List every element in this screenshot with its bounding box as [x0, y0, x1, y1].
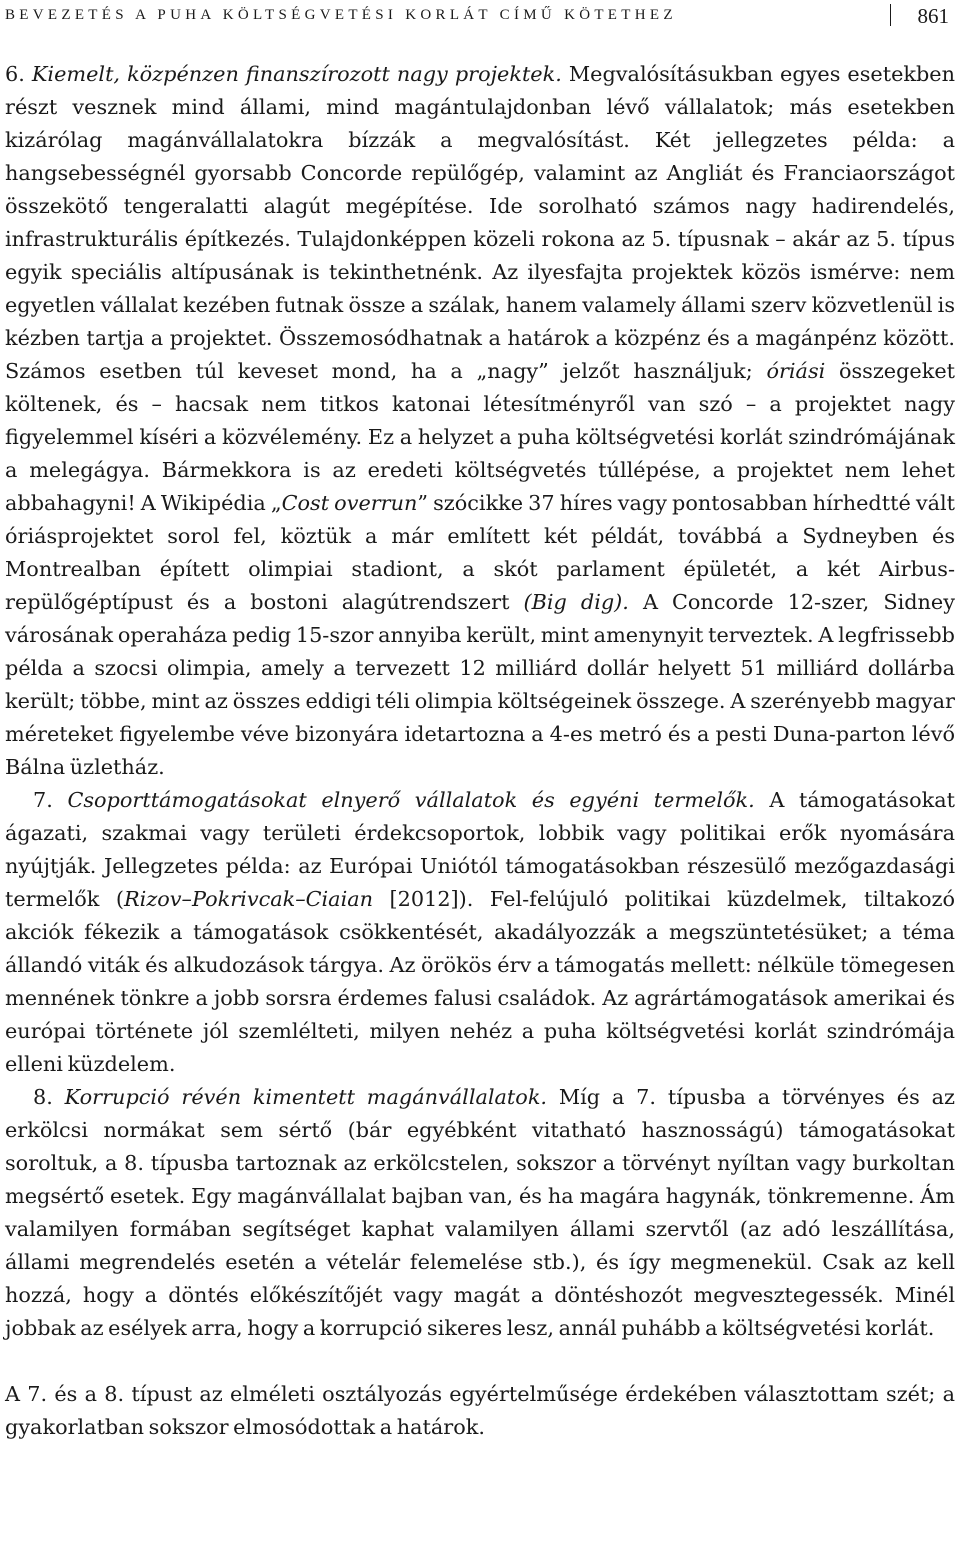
emphasized-term: (Big dig). — [523, 590, 629, 614]
running-head — [5, 4, 955, 30]
paragraph-text: Míg a 7. típusba a törvényes és az erkölcsi normákat sem sértő (bár egyébként vitatható hasznosságú) támogatásokat soroltuk, a 8. típusba tartoznak az erkölcstelen, sokszor a törvényt nyíltan vagy burkoltan megsértő esetek. Egy magánvállalat bajban van, és ha magára hagynák, tönkremenne. Ám valamilyen formában segítséget kaphat valamilyen állami szervtől (az adó leszállítása, állami megrendelés esetén a vételár felemelése stb.), és így megmenekül. Csak az kell hozzá, hogy a döntés előkészítőjét vagy magát a döntéshozót megvesztegessék. Minél jobbak az esélyek arra, hogy a korrupció sikeres lesz, annál puhább a költségvetési korlát. — [5, 1085, 955, 1340]
header-divider — [890, 4, 891, 26]
item-number: 8. — [33, 1085, 53, 1109]
item-heading: Kiemelt, közpénzen finanszírozott nagy projektek. — [31, 62, 562, 86]
item-number: 7. — [33, 788, 53, 812]
paragraph-type-8 — [5, 1081, 955, 1345]
paragraph-text: összegeket költenek, és – hacsak nem titkos katonai létesítményről van szó – a projektet nagy figyelemmel kíséri a közvélemény. Ez a helyzet a puha költségvetési korlát szindrómájának a melegágya. Bármekkora is az eredeti költségvetés túllépése, a projektet nem lehet abbahagyni! A Wikipédia „ — [5, 359, 955, 515]
item-number: 6. — [5, 62, 25, 86]
item-heading: Korrupció révén kimentett magánvállalatok. — [64, 1085, 548, 1109]
running-title: BEVEZETÉS A PUHA KÖLTSÉGVETÉSI KORLÁT CÍMŰ KÖTETHEZ — [5, 7, 677, 23]
paragraph-text: A támogatásokat ágazati, szakmai vagy területi érdekcsoportok, lobbik vagy politikai erők nyomására nyújtják. Jellegzetes példa: az Európai Uniótól támogatásokban részesülő mezőgazdasági termelők ( — [5, 788, 955, 911]
paragraph-text: [2012]). Fel-felújuló politikai küzdelmek, tiltakozó akciók fékezik a támogatások csökkentését, akadályozzák a megszüntetésüket; a téma állandó viták és alkudozások tárgya. Az örökös érv a támogatás mellett: nélküle tömegesen mennének tönkre a jobb sorsra érdemes falusi családok. Az agrártámogatások amerikai és európai története jól szemlélteti, milyen nehéz a puha költségvetési korlát szindrómája elleni küzdelem. — [5, 887, 955, 1076]
item-heading: Csoporttámogatásokat elnyerő vállalatok és egyéni termelők. — [67, 788, 755, 812]
body-text — [5, 58, 955, 1444]
cited-authors: Rizov–Pokrivcak–Ciaian — [124, 887, 374, 911]
paragraph-type-6 — [5, 58, 955, 784]
paragraph-type-7 — [5, 784, 955, 1081]
page-number: 861 — [917, 4, 949, 28]
emphasized-word: óriási — [766, 359, 826, 383]
cited-article-title: Cost overrun — [281, 491, 418, 515]
closing-paragraph: A 7. és a 8. típust az elméleti osztályozás egyértelműsége érdekében választottam szét; a gyakorlatban sokszor elmosódottak a határok. — [5, 1382, 955, 1439]
paragraph-text: ” szócikke 37 híres vagy pontosabban hírhedtté vált óriásprojektet sorol fel, köztük a már említett két példát, továbbá a Sydneyben és Montrealban épített olimpiai stadiont, a skót parlament épületét, a két Airbus-repülőgéptípust és a bostoni alagútrendszert — [5, 491, 955, 614]
paragraph-text: A Concorde 12-szer, Sidney városának operaháza pedig 15-szor annyiba került, mint amenynyit terveztek. A legfrissebb példa a szocsi olimpia, amely a tervezett 12 milliárd dollár helyett 51 milliárd dollárba került; többe, mint az összes eddigi téli olimpia költségeinek összege. A szerényebb magyar méreteket figyelembe véve bizonyára idetartozna a 4-es metró és a pesti Duna-parton lévő Bálna üzletház. — [5, 590, 955, 779]
paragraph-text: Megvalósításukban egyes esetekben részt vesznek mind állami, mind magántulajdonban lévő vállalatok; más esetekben kizárólag magánvállalatokra bízzák a megvalósítást. Két jellegzetes példa: a hangsebességnél gyorsabb Concorde repülőgép, valamint az Angliát és Franciaországot összekötő tengeralatti alagút megépítése. Ide sorolható számos nagy hadirendelés, infrastrukturális építkezés. Tulajdonképpen közeli rokona az 5. típusnak – akár az 5. típus egyik speciális altípusának is tekinthetnénk. Az ilyesfajta projektek közös ismérve: nem egyetlen vállalat kezében futnak össze a szálak, hanem valamely állami szerv közvetlenül is kézben tartja a projektet. Összemosódhatnak a határok a közpénz és a magánpénz között. Számos esetben túl keveset mond, ha a „nagy” jelzőt használjuk; — [5, 62, 955, 383]
